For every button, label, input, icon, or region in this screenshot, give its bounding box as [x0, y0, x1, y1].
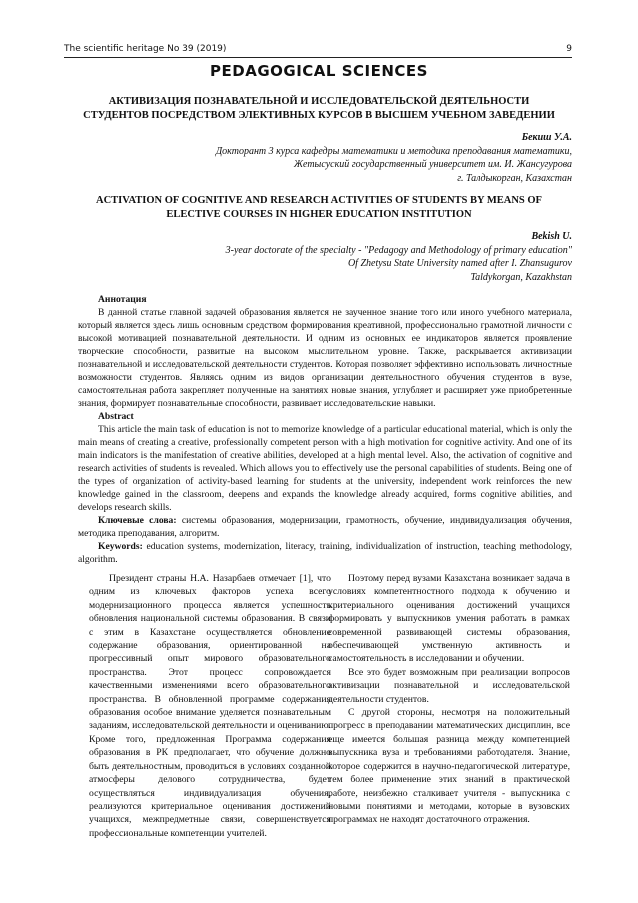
keywords-ru [78, 514, 572, 540]
affiliation-line: Докторант 3 курса кафедры математики и методика преподавания математики, [215, 145, 572, 157]
title-line: ACTIVATION OF COGNITIVE AND RESEARCH ACTIVITIES OF STUDENTS BY MEANS OF [96, 195, 542, 206]
affiliation-line: Жетысуский государственный университет им. И. Жансугурова [293, 159, 572, 170]
header-rule [64, 57, 572, 58]
section-heading: PEDAGOGICAL SCIENCES [210, 62, 428, 80]
keywords-en-text: education systems, modernization, literacy, training, individualization of instruction, teaching methodology, algorithm. [78, 541, 572, 565]
body-column-right [328, 572, 570, 827]
abstract-section [78, 293, 572, 566]
keywords-en [78, 540, 572, 566]
author-block-english [80, 230, 572, 284]
title-line: СТУДЕНТОВ ПОСРЕДСТВОМ ЭЛЕКТИВНЫХ КУРСОВ В ВЫСШЕМ УЧЕБНОМ ЗАВЕДЕНИИ [83, 109, 555, 121]
running-header [64, 44, 572, 54]
keywords-ru-text: системы образования, модернизации, грамотность, обучение, индивидуализация обучения, методика преподавания, алгоритм. [78, 515, 572, 539]
keywords-ru-label: Ключевые слова: [98, 515, 177, 526]
body-paragraph: Президент страны Н.А. Назарбаев отмечает [1], что одним из ключевых факторов успеха всего модернизационного процесса является успешность обновления национальной системы образования. В связи с этим в Казахстане осуществляется обновление содержание образования, ориентированной на прогрессивный опыт мирового образовательного пространства. Этот процесс сопровождается качественными изменениями всего образовательного пространства. В обновленной программе содержания образования особое внимание уделяется познавательным заданиям, исследовательской деятельности и оцениванию. Кроме того, предложенная Программа содержания образования в РК предполагает, что обучение должно быть деятельностным, проводиться в условиях созданной атмосферы делового сотрудничества, будет осуществляться индивидуализация обучения, реализуются критериальное оценивания достижений учащихся, межпредметные связи, совершенствуется профессиональные компетенции учителей. [89, 573, 331, 839]
abstract-en-text: This article the main task of education is not to memorize knowledge of a particular educational material, which is only the main means of creating a creative, professionally competent person with a high motivation for cognitive activity. And one of its main indicators is the manifestation of creative abilities, developed at a high mental level. Also, the activation of cognitive and research activities of students is revealed. Which allows you to effectively use the personal capabilities of students. Being one of the types of organization of activity-based learning for students at the university, independent work reinforces the new knowledge gained in the classroom, deepens and expands the knowledge already acquired, forms cognitive abilities, and develops research skills. [78, 424, 572, 513]
abstract-ru-text: В данной статье главной задачей образования является не заученное знание того или иного учебного материала, который является здесь лишь основным средством формирования креативной, профессионально грамотной личности с высокой мотивацией познавательной деятельности. И одним из основных ее индикаторов является проявление творческие способности, развитые на высоком мыслительном уровне. Также, раскрывается активизации познавательной и исследовательской деятельности студентов. Которая позволяет эффективно использовать личностные возможности студентов. Являясь одним из видов организации деятельностного обучения студентов в вузе, самостоятельная работа закрепляет полученные на занятиях новые знания, углубляет и расширяет уже приобретенные знания, формирует познавательные способности, развивает исследовательские навыки. [78, 307, 572, 409]
affiliation-line: г. Талдыкорган, Казахстан [457, 172, 572, 184]
affiliation-line: Of Zhetysu State University named after I. Zhansugurov [347, 258, 572, 269]
page-number: 9 [566, 44, 572, 54]
body-paragraph: С другой стороны, несмотря на положительный прогресс в преподавании математических дисциплин, все еще имеется большая разница между компетенцией выпускника вуза и требованиями работодателя. Знание, которое содержится в научно-педагогической литературе, тем более применение этих знаний в практической работе, неизбежно сталкивает учителя - выпускника с новыми понятиями и методами, которые в вузовских программах не находят достаточного отражения. [328, 707, 570, 826]
affiliation-line: Taldykorgan, Kazakhstan [470, 271, 572, 283]
title-russian [70, 95, 568, 122]
body-paragraph: Поэтому перед вузами Казахстана возникает задача в условиях компетентностного подхода к обучению и критериального оценивания достижений учащихся формировать у выпускников умения работать в рамках современной развивающей системы образования, обеспечивающей умственную активность и самостоятельность в исследовании и обучении. [328, 573, 570, 665]
author-name: Бекиш У.А. [521, 132, 572, 143]
affiliation-line: 3-year doctorate of the specialty - "Pedagogy and Methodology of primary education" [225, 244, 572, 256]
journal-name: The scientific heritage No 39 (2019) [64, 44, 227, 54]
author-name: Bekish U. [531, 231, 572, 242]
title-line: АКТИВИЗАЦИЯ ПОЗНАВАТЕЛЬНОЙ И ИССЛЕДОВАТЕЛЬСКОЙ ДЕЯТЕЛЬНОСТИ [108, 96, 530, 107]
title-line: ELECTIVE COURSES IN HIGHER EDUCATION INSTITUTION [166, 208, 472, 220]
body-column-left [89, 572, 331, 840]
title-english [70, 194, 568, 221]
keywords-en-label: Keywords: [98, 541, 143, 552]
abstract-en-label: Abstract [98, 411, 134, 422]
author-block-russian [80, 131, 572, 185]
body-paragraph: Все это будет возможным при реализации вопросов активизации познавательной и исследовательской деятельности студентов. [328, 666, 570, 705]
abstract-ru-label: Аннотация [98, 294, 147, 305]
